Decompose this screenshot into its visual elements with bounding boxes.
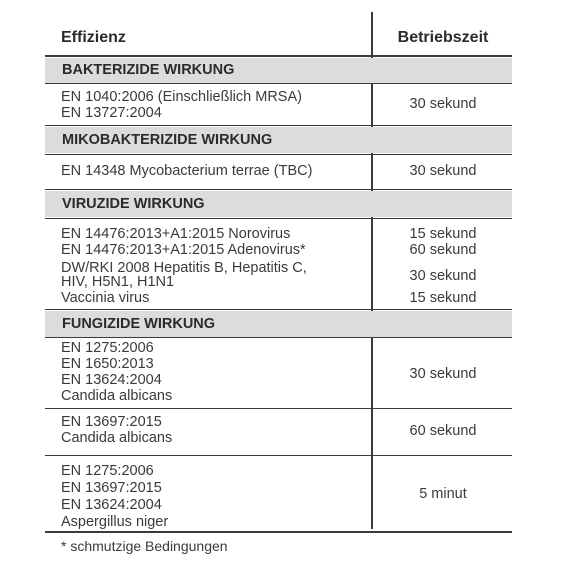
operating-time: 30 sekund (409, 96, 477, 112)
standard-line: EN 14476:2013+A1:2015 Norovirus (61, 226, 291, 242)
operating-time: 30 sekund (409, 163, 477, 179)
row-rule (45, 337, 512, 338)
header-rule (45, 55, 512, 57)
section-title-bactericidal: BAKTERIZIDE WIRKUNG (62, 62, 235, 78)
header-operating-time: Betriebszeit (397, 29, 489, 46)
table-bottom-rule (45, 531, 512, 533)
row-rule (45, 309, 512, 310)
section-title-fungicidal: FUNGIZIDE WIRKUNG (62, 316, 216, 332)
standard-line: EN 13624:2004 (61, 372, 162, 388)
row-rule (45, 83, 512, 84)
standard-line: DW/RKI 2008 Hepatitis B, Hepatitis C, (61, 260, 307, 276)
standard-line: EN 13697:2015 (61, 480, 162, 496)
row-rule (45, 408, 512, 409)
operating-time: 15 sekund (409, 226, 477, 242)
operating-time: 5 minut (419, 486, 467, 502)
standard-line: EN 1040:2006 (Einschließlich MRSA) (61, 89, 302, 105)
standard-line: EN 14476:2013+A1:2015 Adenovirus* (61, 242, 306, 258)
column-divider (371, 12, 373, 529)
row-rule (45, 218, 512, 219)
header-efficiency: Effizienz (61, 29, 126, 46)
section-title-mycobactericidal: MIKOBAKTERIZIDE WIRKUNG (62, 132, 273, 148)
standard-line: HIV, H5N1, H1N1 (61, 274, 175, 290)
standard-line: Candida albicans (61, 430, 173, 446)
standard-line: Vaccinia virus (61, 290, 150, 306)
standard-line: EN 1275:2006 (61, 340, 154, 356)
operating-time: 30 sekund (409, 268, 477, 284)
standard-line: EN 13697:2015 (61, 414, 162, 430)
row-rule (45, 455, 512, 456)
operating-time: 60 sekund (409, 423, 477, 439)
standard-line: EN 1650:2013 (61, 356, 154, 372)
section-title-virucidal: VIRUZIDE WIRKUNG (62, 196, 205, 212)
standard-line: EN 13624:2004 (61, 497, 162, 513)
row-rule (45, 189, 512, 190)
row-rule (45, 125, 512, 126)
footnote: * schmutzige Bedingungen (61, 538, 228, 554)
standard-line: Aspergillus niger (61, 514, 169, 530)
row-rule (45, 154, 512, 155)
operating-time: 60 sekund (409, 242, 477, 258)
standard-line: EN 1275:2006 (61, 463, 154, 479)
standard-line: EN 13727:2004 (61, 105, 162, 121)
operating-time: 15 sekund (409, 290, 477, 306)
operating-time: 30 sekund (409, 366, 477, 382)
standard-line: Candida albicans (61, 388, 173, 404)
standard-line: EN 14348 Mycobacterium terrae (TBC) (61, 163, 313, 179)
